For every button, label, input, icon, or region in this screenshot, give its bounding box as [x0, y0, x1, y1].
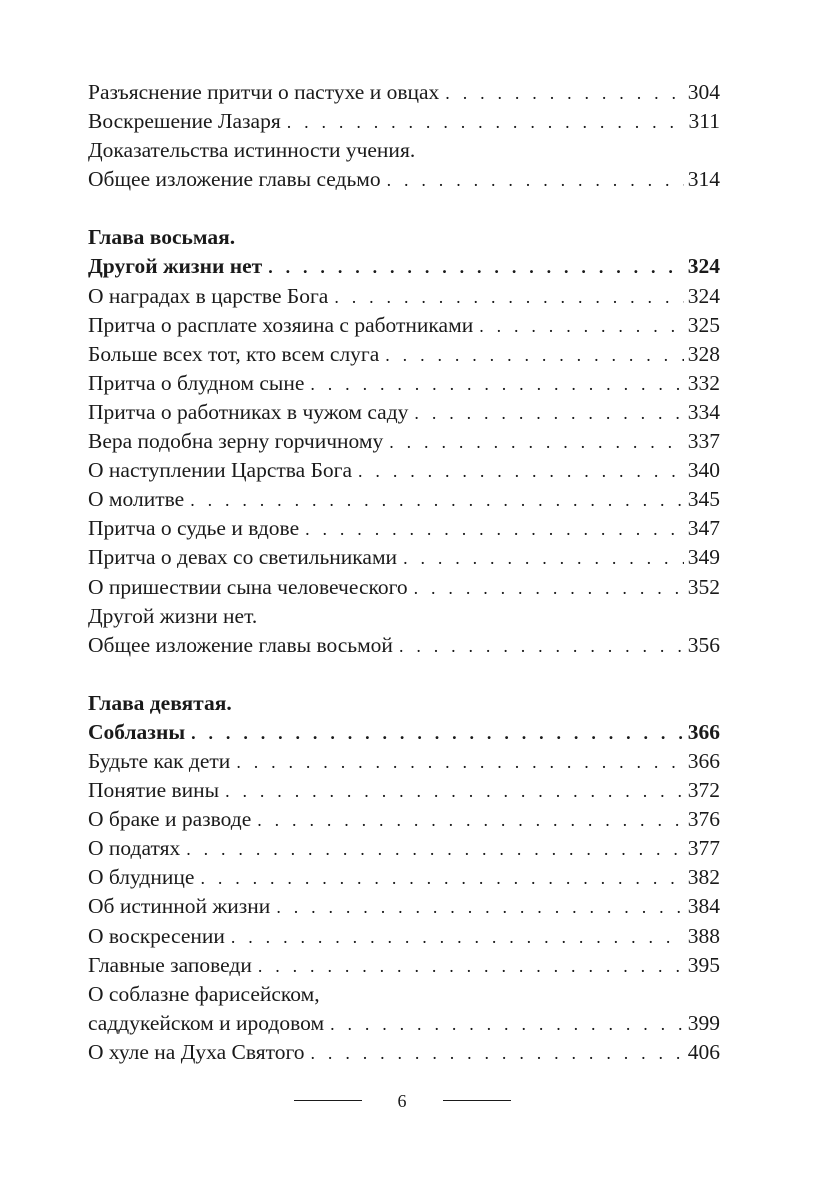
toc-entry-page: 334: [687, 399, 720, 424]
dot-leader: [311, 1039, 684, 1068]
dot-leader: [387, 166, 684, 195]
toc-entry: [88, 922, 720, 951]
toc-entry-page: 325: [687, 312, 720, 337]
dot-leader: [399, 632, 684, 661]
dot-leader: [276, 893, 683, 922]
toc-entry-title: саддукейском и иродовом: [88, 1010, 325, 1035]
dot-leader: [414, 574, 684, 603]
toc-entry-title: Будьте как дети: [88, 748, 231, 773]
toc-entry: [88, 573, 720, 602]
toc-entry-title: Больше всех тот, кто всем слуга: [88, 341, 380, 366]
toc-entry: [88, 747, 720, 776]
toc-entry-title: Соблазны: [88, 719, 186, 744]
toc-entry-title: Притча о судье и вдове: [88, 516, 300, 541]
toc-entry: [88, 951, 720, 980]
toc-entry-title: Воскрешение Лазаря: [88, 109, 281, 134]
toc-entry-title: О пришествии сына человеческого: [88, 574, 408, 599]
dot-leader: [190, 486, 684, 515]
toc-entry-page: 388: [687, 923, 720, 948]
toc-entry-page: 324: [687, 254, 720, 279]
toc-entry: [88, 78, 720, 107]
toc-entry: [88, 282, 720, 311]
toc-entry: [88, 834, 720, 863]
toc-entry-title: О блуднице: [88, 865, 195, 890]
chapter-heading: Глава восьмая.: [88, 225, 236, 250]
section-gap: [88, 660, 720, 689]
toc-entry-page: 311: [688, 109, 720, 134]
toc-entry: [88, 136, 720, 165]
toc-entry: [88, 311, 720, 340]
toc-entry-page: 340: [687, 458, 720, 483]
toc-entry: [88, 980, 720, 1009]
toc-entry-title: О наступлении Царства Бога: [88, 458, 353, 483]
toc-entry-title: О браке и разводе: [88, 807, 252, 832]
chapter-main-entry: [88, 718, 720, 747]
toc-entry-page: 356: [687, 632, 720, 657]
toc-entry-page: 347: [687, 516, 720, 541]
toc-entry-title: Общее изложение главы восьмой: [88, 632, 393, 657]
page-footer: [0, 1088, 840, 1118]
toc-entry: [88, 631, 720, 660]
toc-entry: [88, 1038, 720, 1067]
toc-entry: [88, 107, 720, 136]
dot-leader: [191, 719, 684, 748]
dot-leader: [330, 1010, 684, 1039]
toc-entry-page: 349: [687, 545, 720, 570]
toc-entry-title: Притча о блудном сыне: [88, 370, 305, 395]
footer-rule-left: [294, 1100, 362, 1101]
toc-entry: [88, 543, 720, 572]
toc-entry-page: 332: [687, 370, 720, 395]
toc-entry-title: О податях: [88, 836, 181, 861]
toc-entry-page: 328: [687, 341, 720, 366]
toc-entry-page: 399: [687, 1010, 720, 1035]
toc-entry: [88, 398, 720, 427]
toc-entry-title: Другой жизни нет.: [88, 603, 258, 628]
dot-leader: [445, 79, 683, 108]
toc-entry-title: Разъяснение притчи о пастухе и овцах: [88, 80, 440, 104]
toc-entry: [88, 776, 720, 805]
toc-entry-page: 324: [687, 283, 720, 308]
dot-leader: [385, 341, 683, 370]
toc-entry: [88, 369, 720, 398]
dot-leader: [257, 806, 684, 835]
toc-entry-page: 384: [687, 894, 720, 919]
chapter-main-entry: [88, 252, 720, 281]
toc-entry-title: О молитве: [88, 487, 185, 512]
toc-entry: [88, 863, 720, 892]
toc-entry-page: 352: [687, 574, 720, 599]
toc-entry-title: Понятие вины: [88, 778, 220, 803]
toc-entry-title: О хуле на Духа Святого: [88, 1039, 305, 1064]
toc-entry-page: 345: [687, 487, 720, 512]
toc-entry: [88, 165, 720, 194]
toc-entry-page: 377: [687, 836, 720, 861]
dot-leader: [236, 748, 683, 777]
toc-entry-page: 372: [687, 778, 720, 803]
toc-entry: [88, 340, 720, 369]
toc-entry-title: Главные заповеди: [88, 952, 252, 977]
toc-entry-title: Притча о девах со светильниками: [88, 545, 398, 570]
toc-entry-page: 395: [687, 952, 720, 977]
dot-leader: [258, 952, 684, 981]
dot-leader: [186, 835, 684, 864]
dot-leader: [268, 253, 684, 282]
toc-entry: [88, 602, 720, 631]
toc-entry-title: Притча о расплате хозяина с работниками: [88, 312, 474, 337]
toc-entry-page: 304: [687, 80, 720, 104]
toc-entry-title: Вера подобна зерну горчичному: [88, 429, 384, 454]
dot-leader: [389, 428, 684, 457]
toc-entry-page: 337: [687, 429, 720, 454]
toc-entry-title: О соблазне фарисейском,: [88, 981, 320, 1006]
toc-entry: [88, 485, 720, 514]
toc-entry-title: Общее изложение главы седьмо: [88, 167, 381, 192]
dot-leader: [334, 283, 683, 312]
toc-entry-title: Другой жизни нет: [88, 254, 263, 279]
toc-entry-title: О наградах в царстве Бога: [88, 283, 329, 308]
dot-leader: [200, 864, 683, 893]
toc-entry-title: Доказательства истинности учения.: [88, 138, 416, 163]
toc-entry: [88, 1009, 720, 1038]
page-number: 6: [397, 1091, 407, 1111]
dot-leader: [231, 923, 684, 952]
table-of-contents: [88, 78, 720, 1067]
toc-entry-title: О воскресении: [88, 923, 225, 948]
dot-leader: [403, 544, 684, 573]
toc-entry-page: 366: [687, 719, 720, 744]
toc-entry-title: Притча о работниках в чужом саду: [88, 399, 409, 424]
dot-leader: [414, 399, 683, 428]
toc-entry: [88, 456, 720, 485]
toc-entry-page: 382: [687, 865, 720, 890]
dot-leader: [305, 515, 684, 544]
dot-leader: [310, 370, 683, 399]
dot-leader: [358, 457, 684, 486]
toc-entry-page: 314: [687, 167, 720, 192]
toc-entry-page: 406: [687, 1039, 720, 1064]
section-gap: [88, 194, 720, 223]
dot-leader: [479, 312, 684, 341]
dot-leader: [225, 777, 684, 806]
toc-entry-page: 366: [687, 748, 720, 773]
dot-leader: [287, 108, 685, 137]
chapter-heading: Глава девятая.: [88, 690, 232, 715]
toc-entry: [88, 514, 720, 543]
footer-rule-right: [443, 1100, 511, 1101]
toc-entry-title: Об истинной жизни: [88, 894, 271, 919]
toc-entry-page: 376: [687, 807, 720, 832]
toc-entry: [88, 805, 720, 834]
toc-entry: [88, 427, 720, 456]
toc-entry: [88, 892, 720, 921]
